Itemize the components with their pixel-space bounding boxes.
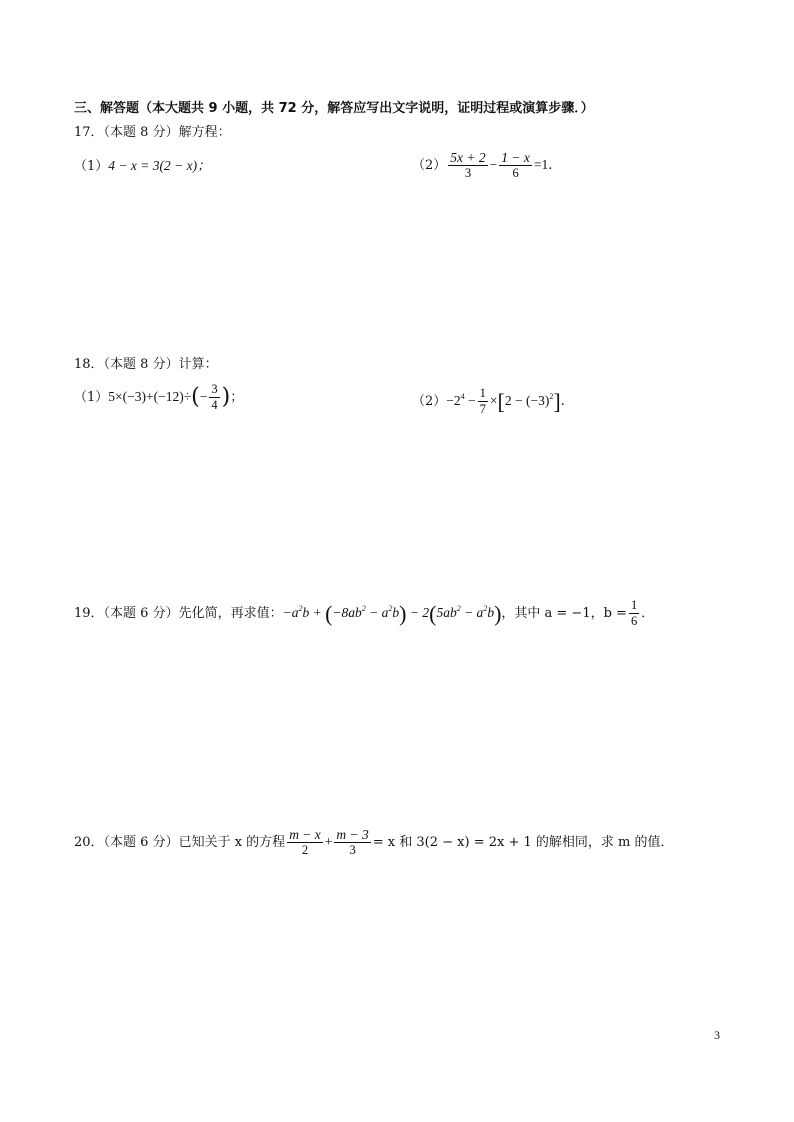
q17-part1-expr: 4 − x = 3(2 − x)； (108, 158, 211, 173)
q17-part2-frac2-den: 6 (512, 166, 519, 180)
q17-header: 17．（本题 8 分）解方程： (74, 125, 231, 140)
q17-part2-tail: =1． (533, 157, 562, 172)
semicolon: ； (230, 390, 244, 405)
minus-sign: − (199, 389, 208, 404)
q19-expression: $-a^2b + (-8ab^2 - a^2b) - 2(5ab^2 - a^2b)$ (282, 600, 502, 626)
q17-part2-frac1-den: 3 (464, 166, 472, 180)
q17-part2-label: （2） (412, 158, 447, 173)
q20-frac2-num: m − 3 (336, 827, 369, 842)
q17-part2-fraction-2 (499, 150, 532, 181)
q18-part1-frac-den: 4 (211, 398, 218, 412)
q20-fraction-2 (334, 827, 370, 858)
q19-header: 19．（本题 6 分）先化简，再求值： (74, 606, 283, 621)
q19-frac-num: 1 (630, 598, 638, 612)
q18-header: 18．（本题 8 分）计算： (74, 357, 218, 372)
q18-part2-fraction (478, 386, 488, 417)
q20-frac1-num: m − x (289, 827, 321, 842)
minus-sign: − (489, 157, 498, 172)
q17-part2-fraction-1 (448, 150, 487, 181)
q18-part2-frac-den: 7 (479, 402, 486, 416)
period: ． (641, 606, 655, 621)
q18-part1-frac-num: 3 (211, 382, 218, 396)
q17-part1-label: （1） (74, 159, 109, 174)
section-heading: 三、解答题（本大题共 9 小题，共 72 分，解答应写出文字说明，证明过程或演算步骤．） (74, 101, 594, 116)
q18-part1 (74, 379, 243, 416)
q17-part1 (74, 156, 211, 177)
q18-part2 (412, 379, 574, 420)
q19-line (74, 592, 654, 631)
q17-part2-frac2-num: 1 − x (501, 150, 530, 165)
q20-tail: = x 和 3(2 − x) = 2x + 1 的解相同，求 m 的值． (372, 835, 674, 850)
q18-part2-expr-a: $-2^4$ − (446, 392, 476, 408)
q18-part2-expr-b: $\times[2 - (-3)^2]$． (489, 388, 575, 414)
q18-part2-frac-num: 1 (479, 386, 486, 400)
q19-fraction (629, 598, 639, 629)
q17-part2-frac1-num: 5x + 2 (450, 150, 486, 165)
q20-line (74, 824, 674, 861)
right-paren: ) (221, 384, 231, 410)
q18-part1-label: （1） (74, 390, 109, 405)
q19-frac-den: 6 (630, 614, 638, 628)
q20-frac2-den: 3 (349, 843, 356, 857)
q18-part2-label: （2） (412, 394, 447, 409)
q18-part1-fraction (209, 382, 219, 413)
q20-frac1-den: 2 (301, 843, 309, 857)
q18-part1-expr: 5×(−3)+(−12)÷ (108, 389, 192, 404)
q19-condition: ，其中 a = −1，b = (501, 606, 627, 621)
left-paren: ( (191, 384, 200, 410)
q20-fraction-1 (287, 827, 323, 858)
q20-header: 20．（本题 6 分）已知关于 x 的方程 (74, 835, 286, 850)
q17-part2 (412, 148, 562, 183)
plus-sign: + (324, 834, 333, 849)
page-number: 3 (714, 1028, 720, 1042)
